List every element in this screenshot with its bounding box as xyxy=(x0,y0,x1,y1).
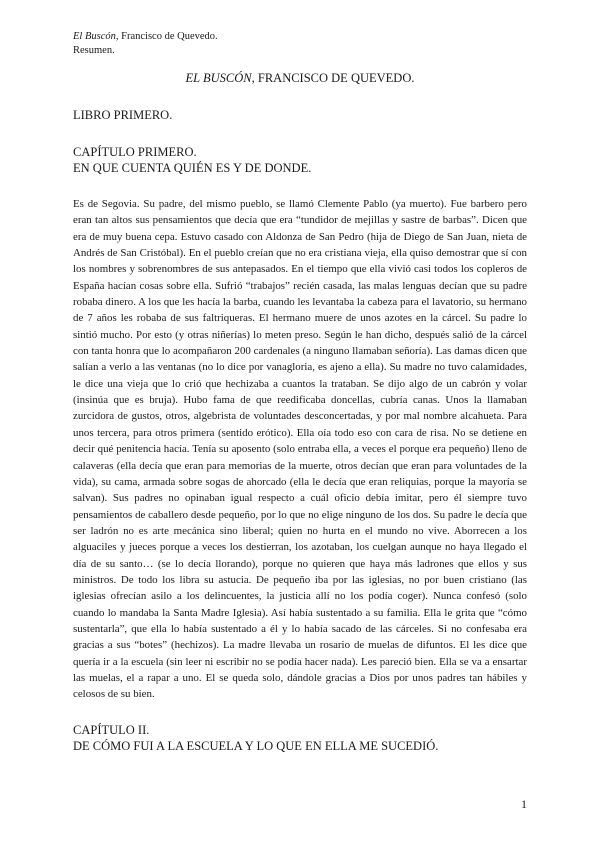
chapter-2-heading xyxy=(73,722,527,754)
header-book-title: El Buscón xyxy=(73,31,116,42)
chapter-2-number: CAPÍTULO II. xyxy=(73,722,150,737)
book-label: LIBRO PRIMERO. xyxy=(73,108,173,122)
title-rest: , FRANCISCO DE QUEVEDO. xyxy=(251,71,415,85)
document-title xyxy=(73,70,527,86)
header-section: Resumen. xyxy=(73,45,115,56)
chapter-1-title: EN QUE CUENTA QUIÉN ES Y DE DONDE. xyxy=(73,161,312,175)
page-number: 1 xyxy=(521,797,527,811)
body-paragraph: Es de Segovia. Su padre, del mismo pueblo, se llamó Clemente Pablo (ya muerto). Fue barbero pero eran tan altos sus pensamientos que decía que era “tundidor de mejillas y sastre de barbas”. Dicen que era de muy buena cepa. Estuvo casado con Aldonza de San Pedro (hija de Diego de San Juan, nieta de Andrés de San Cristóbal). En el pueblo creían que no era cristiana vieja, ella quiso demostrar que sí con los nombres y sobrenombres de sus antepasados. En el tiempo que ella vivió casi todos los copleros de España hacían cosas sobre ella. Sufrió “trabajos” recién casada, las malas lenguas decían que su padre robaba dinero. A los que les hacía la barba, cuando les levantaba la cabeza para el lavatorio, su hermano de 7 años les robaba de sus faltriqueras. El hermano muere de unos azotes en la cárcel. Su padre lo sintió mucho. Por esto (y otras niñerías) lo meten preso. Según le han dicho, después salió de la cárcel con tanta honra que lo acompañaron 200 cardenales (a ninguno llamaban señoría). Las damas dicen que salían a verlo a las ventanas (no lo dice por vanagloria, es ajeno a ella). Su madre no tuvo calamidades, le dice una vieja que lo crió que hechizaba a cuantos la trataban. Se dijo algo de un cabrón y volar (insinúa que es bruja). Hubo fama de que reedificaba doncellas, cubría canas. Unos la llamaban zurcidora de gustos, otros, algebrista de voluntades desconcertadas, y por mal nombre alcahueta. Para unos tercera, para otros primera (sentido erótico). Ella oía todo eso con cara de risa. No se detiene en decir qué penitencia hacía. Tenía su aposento (solo entraba ella, a veces el porque era pequeño) lleno de calaveras (ella decía que eran para memorias de la muerte, otros decían que eran para voluntades de la vida), su cama, armada sobre sogas de ahorcado (ella le decía que eran reliquias, porque la mayoría se salvan). Sus padres no opinaban igual respecto a cuál oficio debía imitar, pero él siempre tuvo pensamientos de caballero desde pequeño, por lo que no elige ninguno de los dos. Su padre le decía que ser ladrón no es arte mecánica sino liberal; quien no hurta en el mundo no vive. Aborrecen a los alguaciles y jueces porque a veces los destierran, los azotaban, los cuelgan aunque no haya llegado el día de su santo… (se lo decía llorando), porque no quieren que haya más ladrones que ellos y sus ministros. De todo los libra su astucia. De pequeño iba por las iglesias, no por buen cristiano (las iglesias ofrecían asilo a los delincuentes, la justicia allí no los podía coger). Nunca confesó (solo cuando lo mandaba la Santa Madre Iglesia). Así había sustentado a su familia. Ella le grita que “cómo sustentarla”, que ella lo había sustentado a él y lo había sacado de las cárceles. Si no confesaba era gracias a sus “botes” (hechizos). La madre llevaba un rosario de muelas de difuntos. El les dice que quería ir a la escuela (sin leer ni escribir no se podía hacer nada). Les pareció bien. Ella se va a ensartar las muelas, el a rapar a uno. El se queda solo, dándole gracias a Dios por unos padres tan hábiles y celosos de su bien. xyxy=(73,198,527,701)
title-italic: EL BUSCÓN xyxy=(185,71,252,85)
header-author: , Francisco de Quevedo. xyxy=(115,31,218,42)
chapter-1-heading xyxy=(73,144,527,176)
chapter-1-number: CAPÍTULO PRIMERO. xyxy=(73,145,197,159)
chapter-2-title: DE CÓMO FUI A LA ESCUELA Y LO QUE EN ELLA ME SUCEDIÓ. xyxy=(73,738,439,753)
header-line xyxy=(73,30,527,44)
running-header xyxy=(73,30,527,58)
